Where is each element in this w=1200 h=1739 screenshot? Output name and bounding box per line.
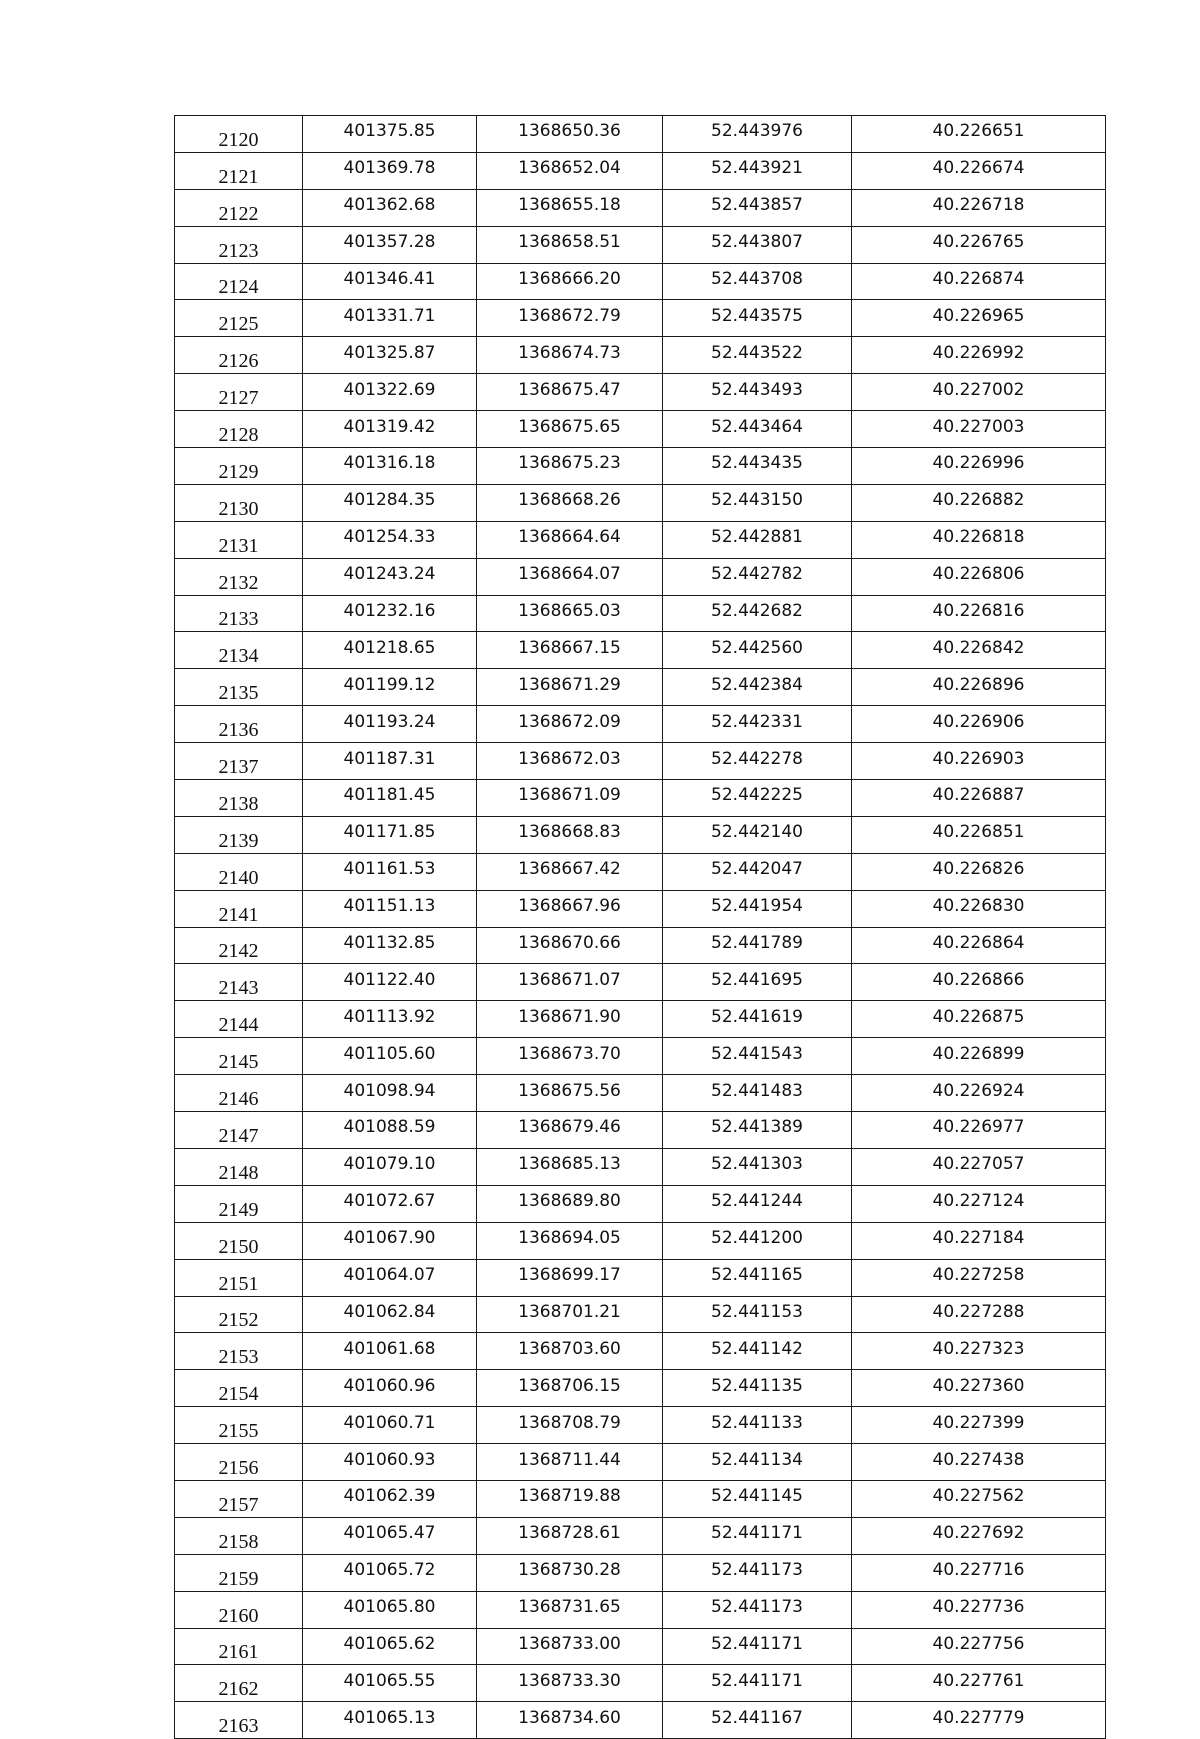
latitude-cell: 52.442384: [663, 669, 852, 706]
longitude-cell: 40.226903: [852, 743, 1106, 780]
y-coordinate-cell: 1368667.15: [477, 632, 663, 669]
latitude-cell: 52.442225: [663, 780, 852, 817]
y-coordinate-cell: 1368689.80: [477, 1185, 663, 1222]
x-coordinate-cell: 401369.78: [303, 152, 477, 189]
point-number-cell: 2149: [175, 1185, 303, 1222]
latitude-cell: 52.442682: [663, 595, 852, 632]
x-coordinate-cell: 401060.71: [303, 1407, 477, 1444]
latitude-cell: 52.441165: [663, 1259, 852, 1296]
longitude-cell: 40.226718: [852, 189, 1106, 226]
x-coordinate-cell: 401357.28: [303, 226, 477, 263]
point-number-cell: 2162: [175, 1665, 303, 1702]
longitude-cell: 40.226996: [852, 448, 1106, 485]
y-coordinate-cell: 1368664.07: [477, 558, 663, 595]
latitude-cell: 52.441134: [663, 1444, 852, 1481]
latitude-cell: 52.443575: [663, 300, 852, 337]
longitude-cell: 40.226874: [852, 263, 1106, 300]
x-coordinate-cell: 401098.94: [303, 1075, 477, 1112]
table-row: [175, 1296, 1106, 1333]
x-coordinate-cell: 401181.45: [303, 780, 477, 817]
table-row: [175, 1665, 1106, 1702]
y-coordinate-cell: 1368667.42: [477, 853, 663, 890]
table-row: [175, 1148, 1106, 1185]
x-coordinate-cell: 401331.71: [303, 300, 477, 337]
y-coordinate-cell: 1368650.36: [477, 116, 663, 153]
longitude-cell: 40.227124: [852, 1185, 1106, 1222]
longitude-cell: 40.227399: [852, 1407, 1106, 1444]
point-number-cell: 2128: [175, 411, 303, 448]
y-coordinate-cell: 1368666.20: [477, 263, 663, 300]
point-number-cell: 2141: [175, 890, 303, 927]
x-coordinate-cell: 401072.67: [303, 1185, 477, 1222]
longitude-cell: 40.226651: [852, 116, 1106, 153]
table-row: [175, 1480, 1106, 1517]
x-coordinate-cell: 401061.68: [303, 1333, 477, 1370]
y-coordinate-cell: 1368728.61: [477, 1517, 663, 1554]
longitude-cell: 40.226992: [852, 337, 1106, 374]
latitude-cell: 52.441173: [663, 1554, 852, 1591]
point-number-cell: 2140: [175, 853, 303, 890]
longitude-cell: 40.227288: [852, 1296, 1106, 1333]
table-row: [175, 1259, 1106, 1296]
point-number-cell: 2145: [175, 1038, 303, 1075]
point-number-cell: 2130: [175, 484, 303, 521]
latitude-cell: 52.443435: [663, 448, 852, 485]
table-row: [175, 374, 1106, 411]
longitude-cell: 40.227761: [852, 1665, 1106, 1702]
x-coordinate-cell: 401088.59: [303, 1112, 477, 1149]
longitude-cell: 40.226866: [852, 964, 1106, 1001]
y-coordinate-cell: 1368703.60: [477, 1333, 663, 1370]
x-coordinate-cell: 401064.07: [303, 1259, 477, 1296]
latitude-cell: 52.443921: [663, 152, 852, 189]
x-coordinate-cell: 401079.10: [303, 1148, 477, 1185]
x-coordinate-cell: 401218.65: [303, 632, 477, 669]
table-row: [175, 816, 1106, 853]
table-row: [175, 411, 1106, 448]
y-coordinate-cell: 1368711.44: [477, 1444, 663, 1481]
point-number-cell: 2158: [175, 1517, 303, 1554]
latitude-cell: 52.441145: [663, 1480, 852, 1517]
longitude-cell: 40.227692: [852, 1517, 1106, 1554]
latitude-cell: 52.442881: [663, 521, 852, 558]
longitude-cell: 40.226851: [852, 816, 1106, 853]
latitude-cell: 52.441171: [663, 1628, 852, 1665]
table-row: [175, 448, 1106, 485]
point-number-cell: 2161: [175, 1628, 303, 1665]
y-coordinate-cell: 1368706.15: [477, 1370, 663, 1407]
table-row: [175, 152, 1106, 189]
x-coordinate-cell: 401065.47: [303, 1517, 477, 1554]
longitude-cell: 40.226977: [852, 1112, 1106, 1149]
point-number-cell: 2137: [175, 743, 303, 780]
point-number-cell: 2143: [175, 964, 303, 1001]
table-row: [175, 1075, 1106, 1112]
x-coordinate-cell: 401362.68: [303, 189, 477, 226]
y-coordinate-cell: 1368675.56: [477, 1075, 663, 1112]
point-number-cell: 2146: [175, 1075, 303, 1112]
longitude-cell: 40.227184: [852, 1222, 1106, 1259]
latitude-cell: 52.443857: [663, 189, 852, 226]
point-number-cell: 2152: [175, 1296, 303, 1333]
y-coordinate-cell: 1368675.47: [477, 374, 663, 411]
point-number-cell: 2151: [175, 1259, 303, 1296]
x-coordinate-cell: 401113.92: [303, 1001, 477, 1038]
y-coordinate-cell: 1368674.73: [477, 337, 663, 374]
x-coordinate-cell: 401232.16: [303, 595, 477, 632]
latitude-cell: 52.441171: [663, 1665, 852, 1702]
coordinates-table-body: [175, 116, 1106, 1739]
table-row: [175, 1185, 1106, 1222]
x-coordinate-cell: 401065.72: [303, 1554, 477, 1591]
y-coordinate-cell: 1368734.60: [477, 1702, 663, 1739]
table-row: [175, 927, 1106, 964]
y-coordinate-cell: 1368652.04: [477, 152, 663, 189]
y-coordinate-cell: 1368671.09: [477, 780, 663, 817]
table-row: [175, 263, 1106, 300]
latitude-cell: 52.441543: [663, 1038, 852, 1075]
y-coordinate-cell: 1368672.09: [477, 706, 663, 743]
x-coordinate-cell: 401254.33: [303, 521, 477, 558]
longitude-cell: 40.227716: [852, 1554, 1106, 1591]
table-row: [175, 632, 1106, 669]
y-coordinate-cell: 1368668.26: [477, 484, 663, 521]
x-coordinate-cell: 401171.85: [303, 816, 477, 853]
point-number-cell: 2122: [175, 189, 303, 226]
point-number-cell: 2134: [175, 632, 303, 669]
y-coordinate-cell: 1368655.18: [477, 189, 663, 226]
longitude-cell: 40.227360: [852, 1370, 1106, 1407]
longitude-cell: 40.227258: [852, 1259, 1106, 1296]
point-number-cell: 2139: [175, 816, 303, 853]
latitude-cell: 52.441200: [663, 1222, 852, 1259]
table-row: [175, 484, 1106, 521]
latitude-cell: 52.441133: [663, 1407, 852, 1444]
longitude-cell: 40.226765: [852, 226, 1106, 263]
x-coordinate-cell: 401060.96: [303, 1370, 477, 1407]
latitude-cell: 52.443464: [663, 411, 852, 448]
table-row: [175, 300, 1106, 337]
x-coordinate-cell: 401161.53: [303, 853, 477, 890]
y-coordinate-cell: 1368672.79: [477, 300, 663, 337]
y-coordinate-cell: 1368670.66: [477, 927, 663, 964]
table-row: [175, 1628, 1106, 1665]
y-coordinate-cell: 1368665.03: [477, 595, 663, 632]
longitude-cell: 40.227438: [852, 1444, 1106, 1481]
latitude-cell: 52.443493: [663, 374, 852, 411]
x-coordinate-cell: 401316.18: [303, 448, 477, 485]
x-coordinate-cell: 401122.40: [303, 964, 477, 1001]
latitude-cell: 52.441244: [663, 1185, 852, 1222]
x-coordinate-cell: 401065.62: [303, 1628, 477, 1665]
x-coordinate-cell: 401151.13: [303, 890, 477, 927]
table-row: [175, 226, 1106, 263]
longitude-cell: 40.227562: [852, 1480, 1106, 1517]
latitude-cell: 52.443976: [663, 116, 852, 153]
x-coordinate-cell: 401062.84: [303, 1296, 477, 1333]
y-coordinate-cell: 1368685.13: [477, 1148, 663, 1185]
table-row: [175, 1407, 1106, 1444]
longitude-cell: 40.226924: [852, 1075, 1106, 1112]
point-number-cell: 2159: [175, 1554, 303, 1591]
latitude-cell: 52.442782: [663, 558, 852, 595]
y-coordinate-cell: 1368664.64: [477, 521, 663, 558]
y-coordinate-cell: 1368675.23: [477, 448, 663, 485]
point-number-cell: 2120: [175, 116, 303, 153]
latitude-cell: 52.443522: [663, 337, 852, 374]
table-row: [175, 337, 1106, 374]
point-number-cell: 2155: [175, 1407, 303, 1444]
y-coordinate-cell: 1368667.96: [477, 890, 663, 927]
x-coordinate-cell: 401062.39: [303, 1480, 477, 1517]
point-number-cell: 2138: [175, 780, 303, 817]
latitude-cell: 52.441695: [663, 964, 852, 1001]
point-number-cell: 2132: [175, 558, 303, 595]
longitude-cell: 40.226896: [852, 669, 1106, 706]
table-row: [175, 1702, 1106, 1739]
y-coordinate-cell: 1368694.05: [477, 1222, 663, 1259]
y-coordinate-cell: 1368730.28: [477, 1554, 663, 1591]
x-coordinate-cell: 401105.60: [303, 1038, 477, 1075]
table-row: [175, 964, 1106, 1001]
latitude-cell: 52.441954: [663, 890, 852, 927]
point-number-cell: 2126: [175, 337, 303, 374]
y-coordinate-cell: 1368708.79: [477, 1407, 663, 1444]
point-number-cell: 2163: [175, 1702, 303, 1739]
point-number-cell: 2133: [175, 595, 303, 632]
longitude-cell: 40.226875: [852, 1001, 1106, 1038]
point-number-cell: 2124: [175, 263, 303, 300]
y-coordinate-cell: 1368658.51: [477, 226, 663, 263]
point-number-cell: 2154: [175, 1370, 303, 1407]
table-row: [175, 1554, 1106, 1591]
y-coordinate-cell: 1368672.03: [477, 743, 663, 780]
point-number-cell: 2148: [175, 1148, 303, 1185]
table-row: [175, 595, 1106, 632]
latitude-cell: 52.441483: [663, 1075, 852, 1112]
y-coordinate-cell: 1368719.88: [477, 1480, 663, 1517]
x-coordinate-cell: 401319.42: [303, 411, 477, 448]
table-row: [175, 1222, 1106, 1259]
latitude-cell: 52.443150: [663, 484, 852, 521]
latitude-cell: 52.441142: [663, 1333, 852, 1370]
point-number-cell: 2157: [175, 1480, 303, 1517]
table-row: [175, 853, 1106, 890]
x-coordinate-cell: 401284.35: [303, 484, 477, 521]
table-row: [175, 669, 1106, 706]
point-number-cell: 2136: [175, 706, 303, 743]
longitude-cell: 40.227756: [852, 1628, 1106, 1665]
coordinates-table: [174, 115, 1106, 1739]
latitude-cell: 52.442331: [663, 706, 852, 743]
y-coordinate-cell: 1368733.30: [477, 1665, 663, 1702]
latitude-cell: 52.441167: [663, 1702, 852, 1739]
x-coordinate-cell: 401187.31: [303, 743, 477, 780]
x-coordinate-cell: 401065.13: [303, 1702, 477, 1739]
y-coordinate-cell: 1368671.29: [477, 669, 663, 706]
point-number-cell: 2129: [175, 448, 303, 485]
point-number-cell: 2160: [175, 1591, 303, 1628]
longitude-cell: 40.226806: [852, 558, 1106, 595]
longitude-cell: 40.226842: [852, 632, 1106, 669]
table-row: [175, 189, 1106, 226]
table-row: [175, 890, 1106, 927]
point-number-cell: 2153: [175, 1333, 303, 1370]
longitude-cell: 40.226816: [852, 595, 1106, 632]
longitude-cell: 40.227003: [852, 411, 1106, 448]
point-number-cell: 2156: [175, 1444, 303, 1481]
y-coordinate-cell: 1368673.70: [477, 1038, 663, 1075]
x-coordinate-cell: 401243.24: [303, 558, 477, 595]
latitude-cell: 52.441173: [663, 1591, 852, 1628]
table-row: [175, 558, 1106, 595]
table-row: [175, 1333, 1106, 1370]
latitude-cell: 52.441619: [663, 1001, 852, 1038]
table-row: [175, 116, 1106, 153]
y-coordinate-cell: 1368675.65: [477, 411, 663, 448]
longitude-cell: 40.226826: [852, 853, 1106, 890]
longitude-cell: 40.226674: [852, 152, 1106, 189]
table-row: [175, 1444, 1106, 1481]
latitude-cell: 52.442140: [663, 816, 852, 853]
point-number-cell: 2144: [175, 1001, 303, 1038]
latitude-cell: 52.441789: [663, 927, 852, 964]
table-row: [175, 780, 1106, 817]
point-number-cell: 2142: [175, 927, 303, 964]
y-coordinate-cell: 1368733.00: [477, 1628, 663, 1665]
latitude-cell: 52.441153: [663, 1296, 852, 1333]
table-row: [175, 1038, 1106, 1075]
longitude-cell: 40.226899: [852, 1038, 1106, 1075]
point-number-cell: 2150: [175, 1222, 303, 1259]
longitude-cell: 40.227736: [852, 1591, 1106, 1628]
longitude-cell: 40.227779: [852, 1702, 1106, 1739]
longitude-cell: 40.226818: [852, 521, 1106, 558]
y-coordinate-cell: 1368671.90: [477, 1001, 663, 1038]
x-coordinate-cell: 401375.85: [303, 116, 477, 153]
table-row: [175, 521, 1106, 558]
x-coordinate-cell: 401322.69: [303, 374, 477, 411]
longitude-cell: 40.226830: [852, 890, 1106, 927]
longitude-cell: 40.227057: [852, 1148, 1106, 1185]
latitude-cell: 52.441389: [663, 1112, 852, 1149]
x-coordinate-cell: 401346.41: [303, 263, 477, 300]
table-row: [175, 743, 1106, 780]
point-number-cell: 2125: [175, 300, 303, 337]
y-coordinate-cell: 1368668.83: [477, 816, 663, 853]
table-row: [175, 706, 1106, 743]
x-coordinate-cell: 401060.93: [303, 1444, 477, 1481]
x-coordinate-cell: 401325.87: [303, 337, 477, 374]
point-number-cell: 2123: [175, 226, 303, 263]
latitude-cell: 52.442047: [663, 853, 852, 890]
table-row: [175, 1517, 1106, 1554]
y-coordinate-cell: 1368699.17: [477, 1259, 663, 1296]
latitude-cell: 52.443708: [663, 263, 852, 300]
x-coordinate-cell: 401132.85: [303, 927, 477, 964]
longitude-cell: 40.226906: [852, 706, 1106, 743]
table-row: [175, 1591, 1106, 1628]
y-coordinate-cell: 1368679.46: [477, 1112, 663, 1149]
point-number-cell: 2135: [175, 669, 303, 706]
y-coordinate-cell: 1368731.65: [477, 1591, 663, 1628]
longitude-cell: 40.226887: [852, 780, 1106, 817]
point-number-cell: 2127: [175, 374, 303, 411]
x-coordinate-cell: 401199.12: [303, 669, 477, 706]
longitude-cell: 40.226882: [852, 484, 1106, 521]
x-coordinate-cell: 401065.55: [303, 1665, 477, 1702]
point-number-cell: 2121: [175, 152, 303, 189]
table-row: [175, 1370, 1106, 1407]
longitude-cell: 40.227323: [852, 1333, 1106, 1370]
longitude-cell: 40.226965: [852, 300, 1106, 337]
table-row: [175, 1112, 1106, 1149]
latitude-cell: 52.441171: [663, 1517, 852, 1554]
latitude-cell: 52.442278: [663, 743, 852, 780]
point-number-cell: 2131: [175, 521, 303, 558]
y-coordinate-cell: 1368701.21: [477, 1296, 663, 1333]
longitude-cell: 40.227002: [852, 374, 1106, 411]
x-coordinate-cell: 401065.80: [303, 1591, 477, 1628]
latitude-cell: 52.443807: [663, 226, 852, 263]
table-row: [175, 1001, 1106, 1038]
x-coordinate-cell: 401067.90: [303, 1222, 477, 1259]
y-coordinate-cell: 1368671.07: [477, 964, 663, 1001]
latitude-cell: 52.441135: [663, 1370, 852, 1407]
latitude-cell: 52.442560: [663, 632, 852, 669]
latitude-cell: 52.441303: [663, 1148, 852, 1185]
longitude-cell: 40.226864: [852, 927, 1106, 964]
point-number-cell: 2147: [175, 1112, 303, 1149]
x-coordinate-cell: 401193.24: [303, 706, 477, 743]
